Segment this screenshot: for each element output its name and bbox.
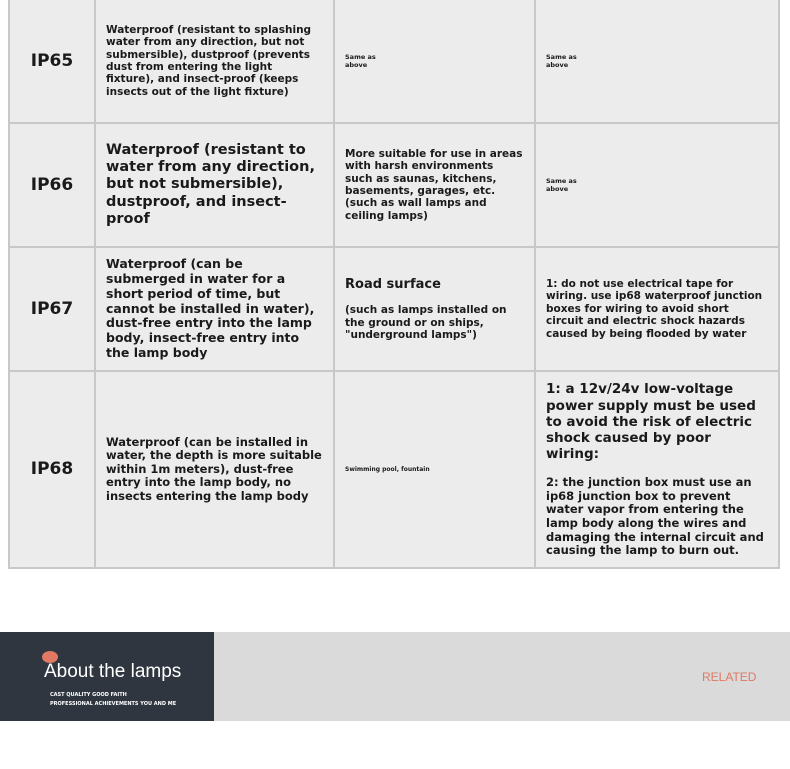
notes-cell — [535, 0, 779, 123]
application-text: Same as above — [345, 52, 376, 69]
notes-text: Same as above — [546, 176, 577, 193]
related-link[interactable]: RELATED — [702, 670, 757, 684]
notes-cell — [535, 123, 779, 247]
application-title: Road surface — [345, 276, 441, 292]
ip-code: IP66 — [9, 123, 95, 247]
about-title: About the lamps — [44, 661, 182, 682]
ip-rating-table — [8, 0, 780, 569]
notes-text: 1: a 12v/24v low-voltage power supply must be used to avoid the risk of electric shock caused by poor wiring: — [546, 381, 756, 463]
notes-text: 1: do not use electrical tape for wiring. use ip68 waterproof junction boxes for wiring to avoid short circuit and electric shock hazards caused by being flooded by water — [535, 247, 779, 371]
protection-description: Waterproof (can be submerged in water for a short period of time, but cannot be installed in water), dust-free entry into the lamp body, insect-free entry into the lamp body — [95, 247, 334, 371]
protection-description: Waterproof (resistant to splashing water from any direction, but not submersible), dustproof (prevents dust from entering the light fixture), and insect-proof (keeps insects out of the light fixture) — [95, 0, 334, 123]
protection-description: Waterproof (can be installed in water, the depth is more suitable within 1m meters), dust-free entry into the lamp body, no insects entering the lamp body — [95, 371, 334, 568]
application-cell — [334, 0, 535, 123]
table-row — [9, 0, 779, 123]
notes-text: Same as above — [546, 52, 577, 69]
about-panel — [0, 632, 214, 721]
application-text: More suitable for use in areas with harsh environments such as saunas, kitchens, basements, garages, etc. (such as wall lamps and ceiling lamps) — [334, 123, 535, 247]
table-row — [9, 123, 779, 247]
ip-code: IP68 — [9, 371, 95, 568]
application-cell — [334, 247, 535, 371]
ip-code: IP67 — [9, 247, 95, 371]
protection-description: Waterproof (resistant to water from any direction, but not submersible), dustproof, and insect-proof — [95, 123, 334, 247]
notes-cell — [535, 371, 779, 568]
about-subtitle: PROFESSIONAL ACHIEVEMENTS YOU AND ME — [50, 701, 177, 707]
ip-code: IP65 — [9, 0, 95, 123]
notes-text: 2: the junction box must use an ip68 junction box to prevent water vapor from entering the lamp body along the wires and damaging the internal circuit and causing the lamp to burn out. — [546, 475, 764, 558]
about-subtitle: CAST QUALITY GOOD FAITH — [50, 692, 127, 698]
about-banner — [0, 632, 790, 721]
table-row — [9, 371, 779, 568]
table-row — [9, 247, 779, 371]
application-text: Swimming pool, fountain — [334, 371, 535, 568]
application-text: (such as lamps installed on the ground or on ships, "underground lamps") — [345, 304, 507, 341]
